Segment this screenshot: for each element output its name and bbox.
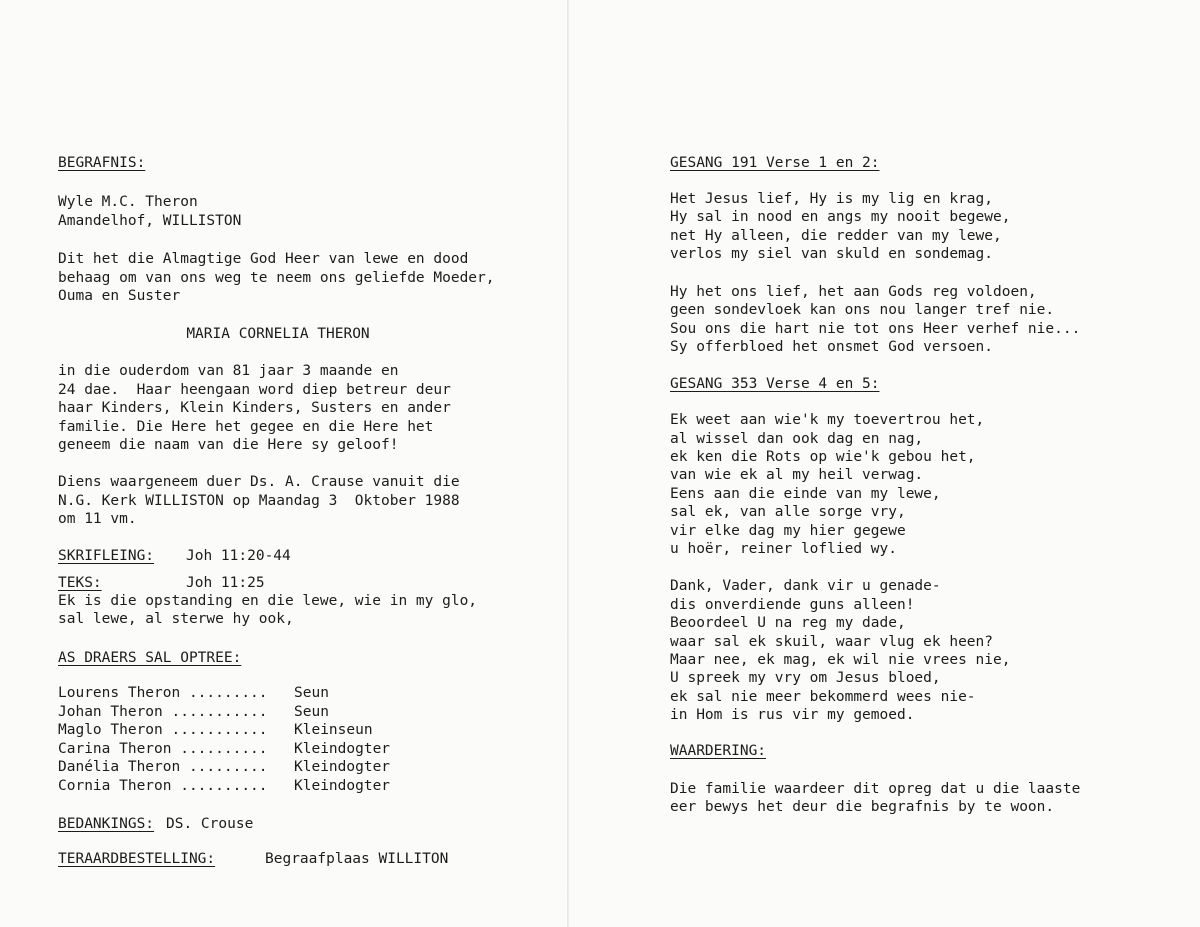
age-line: in die ouderdom van 81 jaar 3 maande en bbox=[58, 363, 399, 379]
hymn-line: U spreek my vry om Jesus bloed, bbox=[670, 670, 941, 686]
hymn-line: Maar nee, ek mag, ek wil nie vrees nie, bbox=[670, 652, 1011, 668]
pallbearer-relation: Kleindogter bbox=[294, 778, 391, 794]
hymn-line: Sy offerbloed het onsmet God versoen. bbox=[670, 339, 994, 355]
hymn-line: ek ken die Rots op wie'k gebou het, bbox=[670, 449, 976, 465]
service-line: N.G. Kerk WILLISTON op Maandag 3 Oktober 1988 bbox=[58, 493, 460, 509]
pallbearer-name: Danélia Theron ......... bbox=[58, 759, 268, 775]
pallbearer-name: Cornia Theron .......... bbox=[58, 778, 268, 794]
pallbearer-name: Lourens Theron ......... bbox=[58, 685, 268, 701]
gesang-353-heading: GESANG 353 Verse 4 en 5: bbox=[670, 376, 880, 392]
draers-heading: AS DRAERS SAL OPTREE: bbox=[58, 650, 242, 666]
intro-line: Ouma en Suster bbox=[58, 288, 181, 304]
left-page bbox=[58, 0, 558, 927]
service-line: om 11 vm. bbox=[58, 511, 137, 527]
hymn-line: ek sal nie meer bekommerd wees nie- bbox=[670, 689, 976, 705]
teks-heading: TEKS: bbox=[58, 575, 102, 591]
bedankings-value: DS. Crouse bbox=[166, 816, 254, 832]
teks-line: sal lewe, al sterwe hy ook, bbox=[58, 611, 294, 627]
teks-line: Ek is die opstanding en die lewe, wie in my glo, bbox=[58, 593, 478, 609]
hymn-line: Dank, Vader, dank vir u genade- bbox=[670, 578, 941, 594]
service-line: Diens waargeneem duer Ds. A. Crause vanuit die bbox=[58, 474, 460, 490]
intro-line: behaag om van ons weg te neem ons geliefde Moeder, bbox=[58, 270, 495, 286]
teks-value: Joh 11:25 bbox=[186, 575, 265, 591]
pallbearer-relation: Seun bbox=[294, 685, 329, 701]
waardering-line: Die familie waardeer dit opreg dat u die laaste bbox=[670, 781, 1081, 797]
skrifleing-value: Joh 11:20-44 bbox=[186, 548, 291, 564]
age-line: familie. Die Here het gegee en die Here het bbox=[58, 419, 434, 435]
deceased-line-2: Amandelhof, WILLISTON bbox=[58, 213, 242, 229]
hymn-line: waar sal ek skuil, waar vlug ek heen? bbox=[670, 634, 994, 650]
intro-line: Dit het die Almagtige God Heer van lewe en dood bbox=[58, 251, 469, 267]
hymn-line: vir elke dag my hier gegewe bbox=[670, 523, 906, 539]
hymn-line: Eens aan die einde van my lewe, bbox=[670, 486, 941, 502]
bedankings-heading: BEDANKINGS: bbox=[58, 816, 155, 832]
hymn-line: u hoër, reiner loflied wy. bbox=[670, 541, 897, 557]
pallbearer-name: Carina Theron .......... bbox=[58, 741, 268, 757]
pallbearer-relation: Kleinseun bbox=[294, 722, 373, 738]
deceased-line-1: Wyle M.C. Theron bbox=[58, 194, 198, 210]
hymn-line: in Hom is rus vir my gemoed. bbox=[670, 707, 915, 723]
begrafnis-heading: BEGRAFNIS: bbox=[58, 155, 146, 171]
age-line: 24 dae. Haar heengaan word diep betreur deur bbox=[58, 382, 451, 398]
pallbearer-relation: Seun bbox=[294, 704, 329, 720]
pallbearer-name: Maglo Theron ........... bbox=[58, 722, 268, 738]
pallbearer-relation: Kleindogter bbox=[294, 741, 391, 757]
teraardbestelling-value: Begraafplaas WILLITON bbox=[265, 851, 449, 867]
hymn-line: geen sondevloek kan ons nou langer tref nie. bbox=[670, 302, 1055, 318]
hymn-line: net Hy alleen, die redder van my lewe, bbox=[670, 228, 1002, 244]
hymn-line: Ek weet aan wie'k my toevertrou het, bbox=[670, 412, 985, 428]
right-page bbox=[670, 0, 1170, 927]
hymn-line: Hy het ons lief, het aan Gods reg voldoen, bbox=[670, 284, 1037, 300]
pallbearer-name: Johan Theron ........... bbox=[58, 704, 268, 720]
hymn-line: sal ek, van alle sorge vry, bbox=[670, 504, 906, 520]
teraardbestelling-heading: TERAARDBESTELLING: bbox=[58, 851, 216, 867]
hymn-line: Sou ons die hart nie tot ons Heer verhef nie... bbox=[670, 321, 1081, 337]
deceased-full-name: MARIA CORNELIA THERON bbox=[186, 326, 370, 342]
hymn-line: van wie ek al my heil verwag. bbox=[670, 467, 924, 483]
age-line: geneem die naam van die Here sy geloof! bbox=[58, 437, 399, 453]
page-fold bbox=[567, 0, 569, 927]
waardering-heading: WAARDERING: bbox=[670, 743, 767, 759]
hymn-line: al wissel dan ook dag en nag, bbox=[670, 431, 924, 447]
hymn-line: dis onverdiende guns alleen! bbox=[670, 597, 915, 613]
pallbearer-relation: Kleindogter bbox=[294, 759, 391, 775]
waardering-line: eer bewys het deur die begrafnis by te woon. bbox=[670, 799, 1055, 815]
gesang-191-heading: GESANG 191 Verse 1 en 2: bbox=[670, 155, 880, 171]
age-line: haar Kinders, Klein Kinders, Susters en ander bbox=[58, 400, 451, 416]
hymn-line: Het Jesus lief, Hy is my lig en krag, bbox=[670, 191, 994, 207]
hymn-line: verlos my siel van skuld en sondemag. bbox=[670, 246, 994, 262]
hymn-line: Beoordeel U na reg my dade, bbox=[670, 615, 906, 631]
hymn-line: Hy sal in nood en angs my nooit begewe, bbox=[670, 209, 1011, 225]
skrifleing-heading: SKRIFLEING: bbox=[58, 548, 155, 564]
